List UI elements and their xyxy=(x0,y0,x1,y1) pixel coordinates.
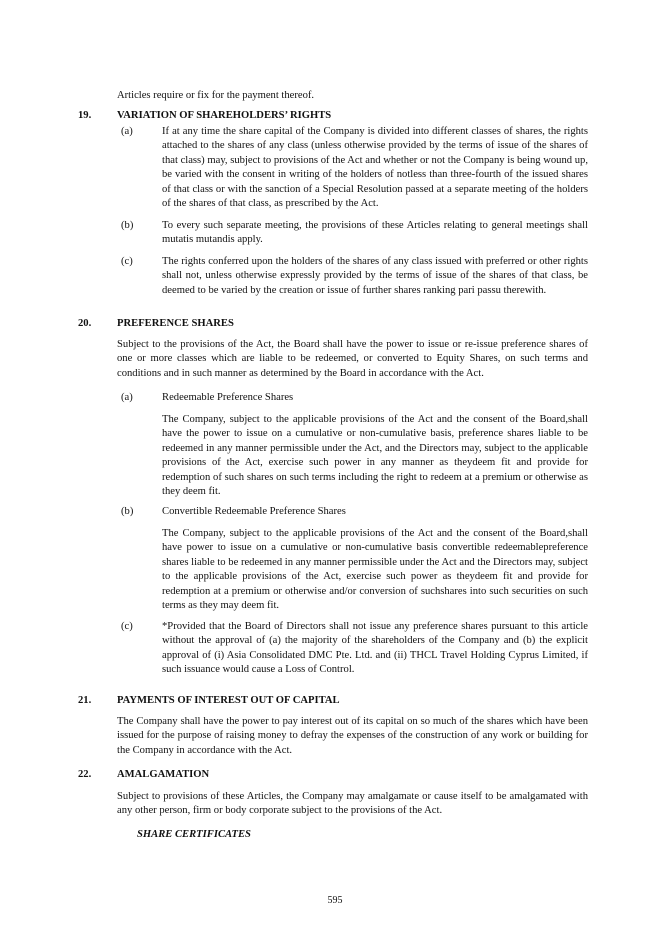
item-text: The Company, subject to the applicable provisions of the Act and the consent of the Board,shall have power to issue on a cumulative or non-cumulative basis convertible redeemablepreference shares liable to be redeemed in any manner permissible under the Act and the Directors may, subject to the applicable provisions of the Act, exercise such power as theydeem fit and provide for redemption at a premium or otherwise and/or conversion of suchshares into such securities on such terms as they may deem fit. xyxy=(162,528,588,612)
item-text: The rights conferred upon the holders of the shares of any class issued with preferred or other rights shall not, unless otherwise expressly provided by the terms of issue of the shares of that class, be deemed to be varied by the creation or issue of further shares ranking pari passu therewith. xyxy=(162,256,588,296)
section-heading: PREFERENCE SHARES xyxy=(117,318,234,329)
page-number: 595 xyxy=(327,895,343,906)
item-text: If at any time the share capital of the Company is divided into different classes of shares, the rights attached to the shares of any class (unless otherwise provided by the terms of issue of the shares of that class) may, subject to provisions of the Act and whether or not the Company is being wound up, be varied with the consent in writing of the holders of notless than three-fourth of the issued shares of that class or with the sanction of a Special Resolution passed at a separate meeting of the holders of the shares of that class, as prescribed by the Act. xyxy=(162,126,588,210)
section-body: The Company shall have the power to pay interest out of its capital on so much of the shares which have been issued for the purpose of raising money to defray the expenses of the construction of any work or building for the Company in accordance with the Act. xyxy=(117,716,588,756)
item-label: (c) xyxy=(121,621,133,632)
section-body: Subject to provisions of these Articles, the Company may amalgamate or cause itself to be amalgamated with any other person, firm or body corporate subject to the provisions of the Act. xyxy=(117,791,588,817)
item-subtitle: Convertible Redeemable Preference Shares xyxy=(162,506,346,517)
next-heading: SHARE CERTIFICATES xyxy=(137,829,251,840)
section-heading: PAYMENTS OF INTEREST OUT OF CAPITAL xyxy=(117,695,340,706)
item-label: (b) xyxy=(121,220,134,231)
section-heading: VARIATION OF SHAREHOLDERS’ RIGHTS xyxy=(117,110,332,121)
item-subtitle: Redeemable Preference Shares xyxy=(162,392,294,403)
item-label: (b) xyxy=(121,506,134,517)
section-number: 21. xyxy=(78,695,92,706)
item-text: The Company, subject to the applicable provisions of the Act and the consent of the Board,shall have the power to issue on a cumulative or non-cumulative basis, preference shares liable to be redeemed in any manner permissible under the Act, and the Directors may, subject to the applicable provisions of the Act, exercise such power in any manner as theydeem fit and provide for redemption of such shares on such terms including the right to redeem at a premium or otherwise as they deem fit. xyxy=(162,414,588,498)
item-label: (c) xyxy=(121,256,133,267)
section-heading: AMALGAMATION xyxy=(117,769,210,780)
section-body: Subject to the provisions of the Act, the Board shall have the power to issue or re-issue preference shares of one or more classes which are liable to be redeemed, or converted to Equity Shares, on such terms and conditions and in such manner as determined by the Board in accordance with the Act. xyxy=(117,339,588,379)
section-number: 20. xyxy=(78,318,92,329)
item-text: To every such separate meeting, the provisions of these Articles relating to general meetings shall mutatis mutandis apply. xyxy=(162,220,588,246)
item-label: (a) xyxy=(121,126,133,137)
section-number: 19. xyxy=(78,110,92,121)
item-text: *Provided that the Board of Directors shall not issue any preference shares pursuant to this article without the approval of (a) the majority of the shareholders of the Company and (b) the explicit approval of (i) Asia Consolidated DMC Pte. Ltd. and (ii) THCL Travel Holding Cyprus Limited, if such issuance would cause a Loss of Control. xyxy=(162,621,588,676)
intro-text: Articles require or fix for the payment thereof. xyxy=(117,90,315,101)
section-number: 22. xyxy=(78,769,92,780)
item-label: (a) xyxy=(121,392,133,403)
